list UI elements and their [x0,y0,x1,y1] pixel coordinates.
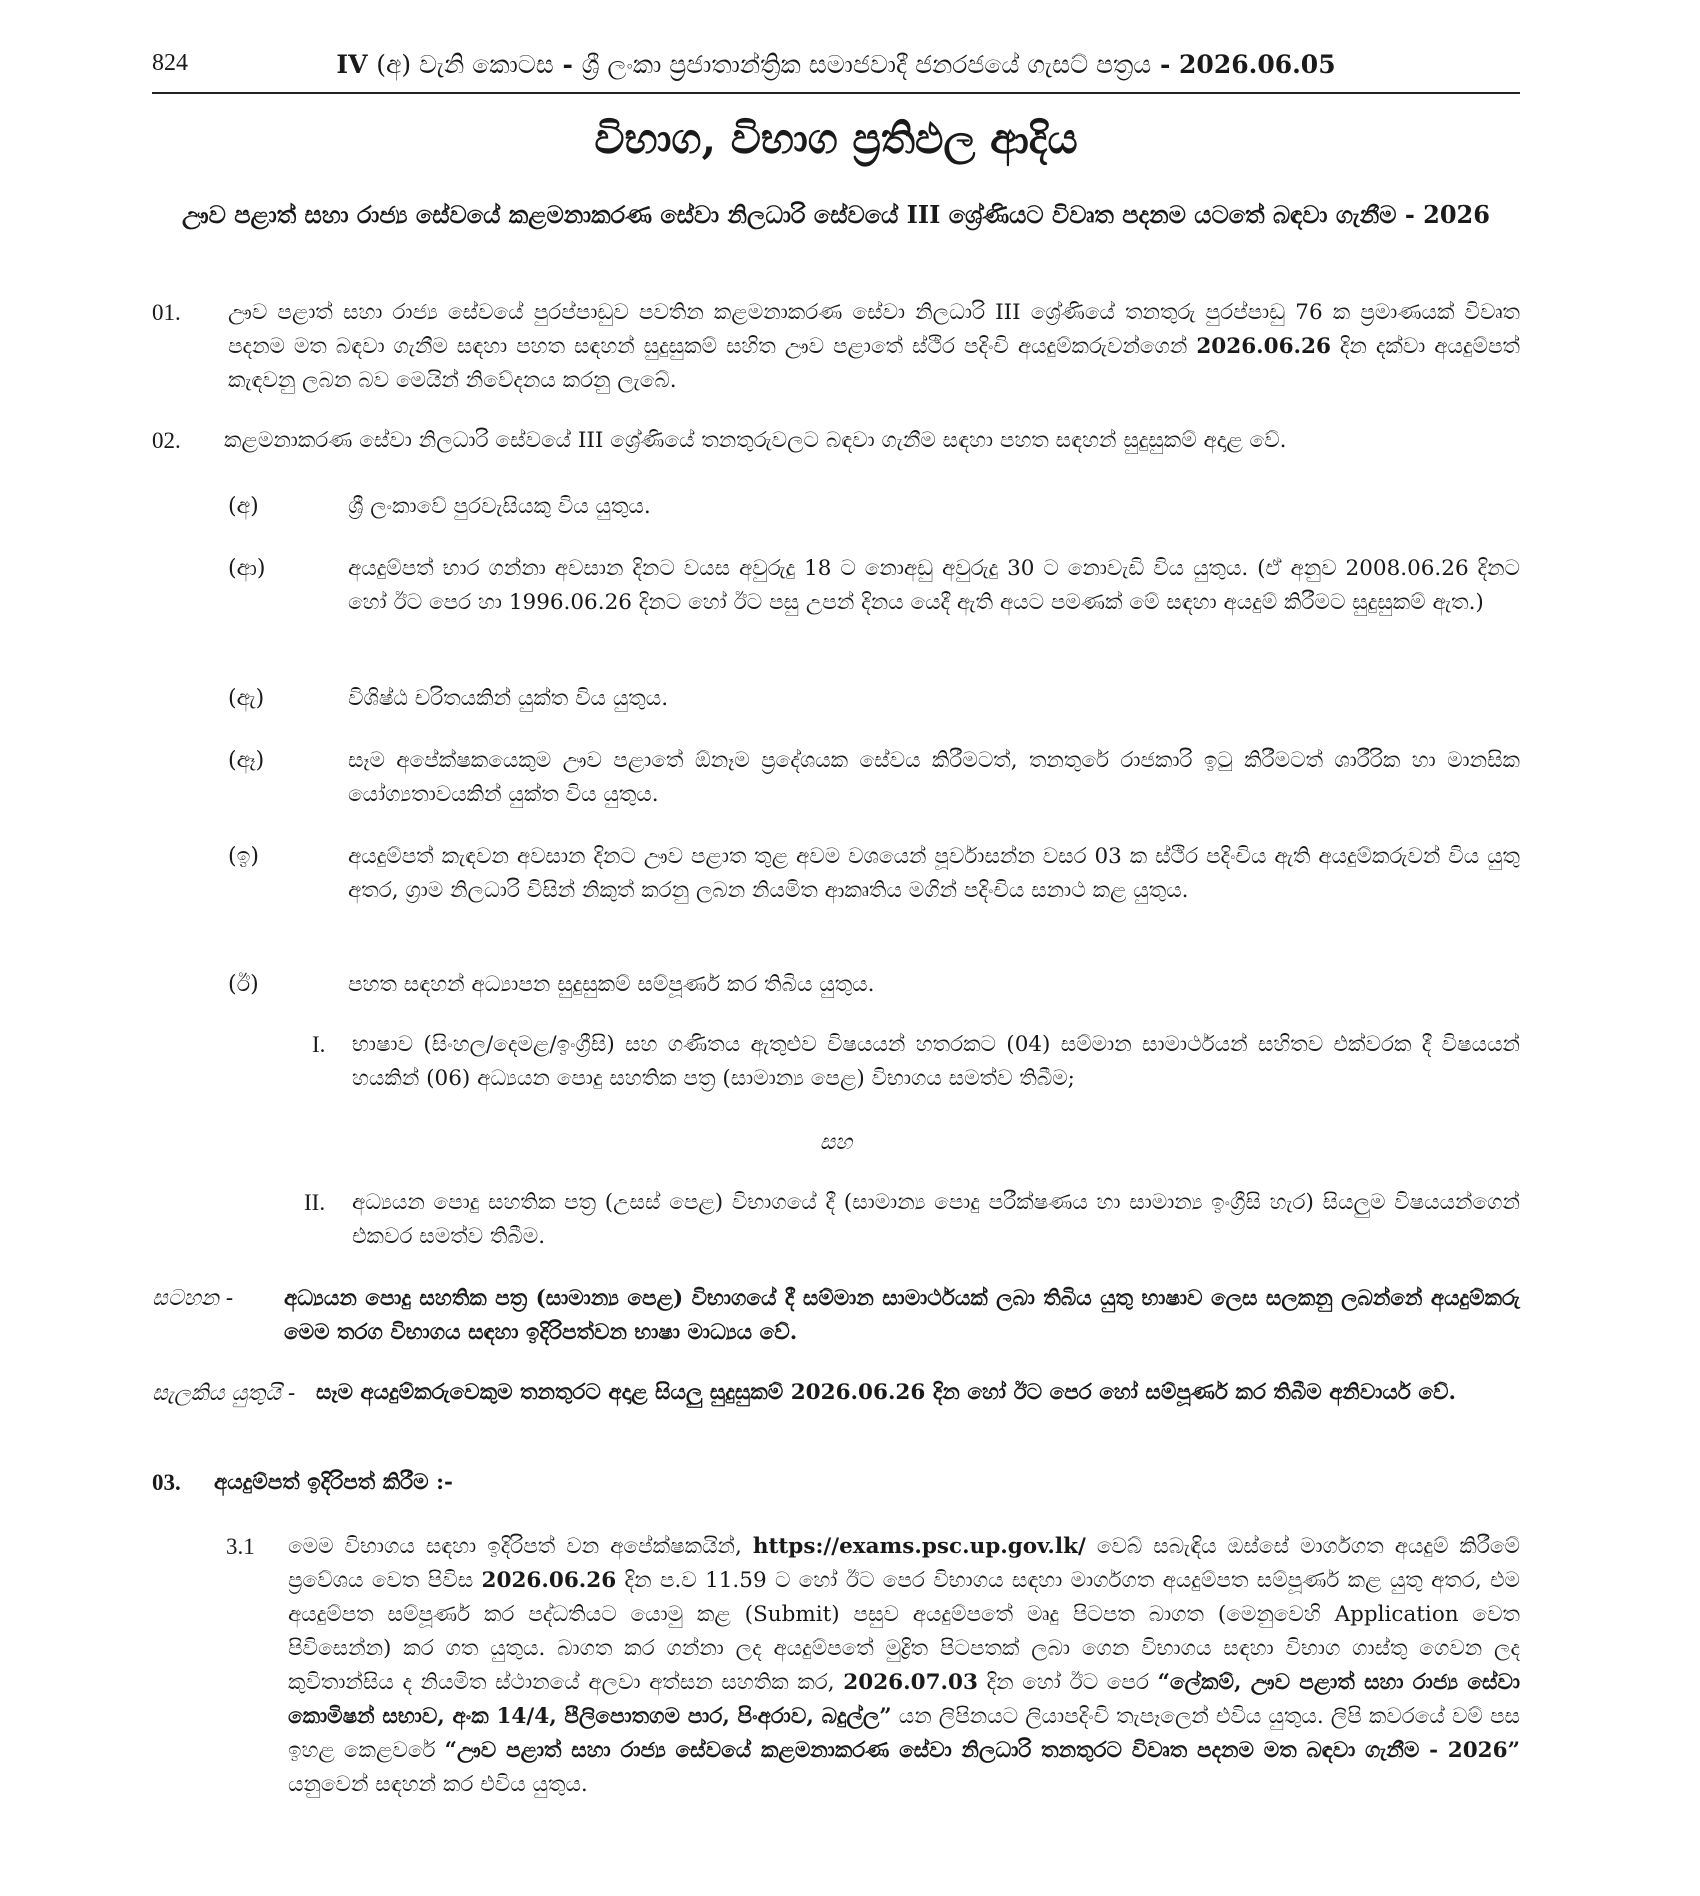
section-02-number: 02. [152,428,181,453]
item-aee-text: සෑම අපේක්ෂකයෙකුම ඌව පළාතේ ඕනෑම ප්‍රදේශයක සේවය කිරීමටත්, තනතුරේ රාජකාරි ඉටු කිරීමටත් ශාරීරික හා මානසික යෝග්‍යතාවයකින් යුක්ත විය යුතුය. [348,748,1520,807]
item-aa-label: (ආ) [228,556,266,581]
and-word: සහ [819,1130,853,1155]
item-i-text: අයදුම්පත් කැඳවන අවසාන දිනට ඌව පළාත තුළ අවම වශයෙන් පූර්වාසන්න වසර 03 ක ස්ථිර පදිංචිය ඇති අයදුම්කරුවන් විය යුතු අතර, ග්‍රාම නිලධාරි විසින් නිකුත් කරනු ලබන නියමිත ආකෘතිය මගින් පදිංචිය සනාථ කළ යුතුය. [348,844,1520,903]
attention-label [152,1380,295,1406]
header-date: 2026.06.05 [1179,50,1336,79]
section-01-text-b: දින දක්වා අයදුම්පත් කැඳවනු ලබන බව මෙයින් නිවේදනය කරනු ලැබේ. [228,334,1520,393]
item-ae-text: විශිෂ්ඨ චරිතයකින් යුක්ත විය යුතුය. [348,686,669,711]
item-ae-label: (ඇ) [228,686,265,711]
s31-date-1: 2026.06.26 [481,1568,617,1593]
header-title: IV (අ) වැනි කොටස - ශ්‍රී ලංකා ප්‍රජාතාන්ත්‍රික සමාජවාදී ජනරජයේ ගැසට් පත්‍රය - 2026.06.05 [336,50,1336,79]
note-text: අධ්‍යයන පොදු සහතික පත්‍ර (සාමාන්‍ය පෙළ) විභාගයේ දී සම්මාන සාමාර්ථයක් ලබා තිබිය යුතු භාෂාව ලෙස සලකනු ලබන්නේ අයදුම්කරු මෙම තරග විභාගය සඳහා ඉදිරිපත්වන භාෂා මාධ්‍යය වේ. [284,1286,1520,1345]
note-label: සටහන - [152,1286,234,1311]
section-01-text-a: ඌව පළාත් සහා රාජ්‍ය සේවයේ පුරප්පාඩුව පවතින කළමනාකරණ සේවා නිලධාරි III ශ්‍රේණියේ තනතුරු පුරප්පාඩු 76 ක ප්‍රමාණයක් විවෘත පදනම මත බඳවා ගැනීම සඳහා පහත සඳහන් සුදුසුකම් සහිත ඌව පළාතේ ස්ථිර පදිංචි අයදුම්කරුවන්ගෙන් [228,300,1520,359]
sub-item-1-label: I. [312,1032,326,1057]
item-aa-text: අයදුම්පත් භාර ගන්නා අවසාන දිනට වයස අවුරුදු 18 ට නොඅඩු අවුරුදු 30 ට නොවැඩි විය යුතුය. (ඒ අනුව 2008.06.26 දිනට හෝ ඊට පෙර හා 1996.06.26 දිනට හෝ ඊට පසු උපන් දිනය යෙදී ඇති අයට පමණක් මේ සඳහා අයදුම් කිරීමට සුදුසුකම් ඇත.) [348,556,1520,615]
attention-text: සෑම අයදුම්කරුවෙකුම තනතුරට අදාළ සියලු සුදුසුකම් 2026.06.26 දින හෝ ඊට පෙර හෝ සම්පූර්ණ කර තිබීම අනිවාර්ය වේ. [316,1380,1456,1405]
item-ii-text: පහත සඳහන් අධ්‍යාපන සුදුසුකම් සම්පූර්ණ කර තිබිය යුතුය. [348,972,875,997]
item-aee-label: (ඈ) [228,748,265,773]
section-01-text [228,296,1520,398]
header-publication: ශ්‍රී ලංකා ප්‍රජාතාන්ත්‍රික සමාජවාදී ජනරජයේ ගැසට් පත්‍රය [581,50,1152,79]
sub-section-3-1-text [288,1530,1520,1802]
item-a-label: (අ) [228,494,259,519]
sub-item-2-text: අධ්‍යයන පොදු සහතික පත්‍ර (උසස් පෙළ) විභාගයේ දී (සාමාන්‍ය පොදු පරීක්ෂණය හා සාමාන්‍ය ඉංග්‍රීසි හැර) සියලුම විෂයයන්ගෙන් එකවර සමත්ව තිබීම. [352,1190,1520,1249]
section-03-heading: අයදුම්පත් ඉදිරිපත් කිරීම :- [214,1470,453,1495]
section-01-number: 01. [152,300,181,325]
s31-t5: යන ලිපිනයට ලියාපදිංචි තැපෑලෙන් එවිය යුතුය. ලිපි කවරයේ වම් පස ඉහළ කෙළවරේ [288,1704,1520,1763]
notice-subtitle: ඌව පළාත් සහා රාජ්‍ය සේවයේ කළමනාකරණ සේවා නිලධාරි සේවයේ III ශ්‍රේණියට විවෘත පදනම යටතේ බඳවා ගැනීම - 2026 [182,200,1490,229]
section-03-number: 03. [152,1470,181,1495]
header-part: IV [336,50,368,79]
s31-date-2: 2026.07.03 [843,1670,978,1695]
s31-t4: දින හෝ ඊට පෙර [986,1670,1149,1695]
s31-address: “ලේකම්, ඌව පළාත් සහා රාජ්‍ය සේවා කොමිෂන් සභාව, අංක 14/4, පීලිපොතගම පාර, පිංඅරාව, බදුල්ල” [288,1670,1521,1729]
s31-t2: වෙබ් සබැඳිය ඔස්සේ මාර්ගගත අයදුම් කිරීමේ ප්‍රවේශය වෙත පිවිස [288,1534,1520,1593]
item-a-text: ශ්‍රී ලංකාවේ පුරවැසියකු විය යුතුය. [348,494,651,519]
item-ii-label: (ඊ) [228,972,259,997]
s31-t3: දින ප.ව 11.59 ට හෝ ඊට පෙර විභාගය සඳහා මාර්ගගත අයදුම්පත සම්පූර්ණ කළ යුතු අතර, එම අයදුම්පත සම්පූර්ණ කර පද්ධතියට යොමු කළ (Submit) පසුව අයදුම්පතේ මෘදු පිටපත බාගත (මෙනුවෙහි Application වෙත පිවිසෙන්න) කර ගත යුතුය. බාගත කර ගන්නා ලද අයදුම්පතේ මුද්‍රිත පිටපතක් ලබා ගෙන විභාගය සඳහා විභාග ගාස්තු ගෙවන ලද කුවිතාන්සිය ද නියමිත ස්ථානයේ අලවා අත්සන සහතික කර, [288,1568,1520,1695]
page-title: විභාග, විභාග ප්‍රතිඵල ආදිය [594,114,1078,163]
sub-item-1-text: භාෂාව (සිංහල/දෙමළ/ඉංග්‍රීසි) සහ ගණිතය ඇතුළුව විෂයයන් හතරකට (04) සම්මාන සාමාර්ථයන් සහිතව එක්වරක දී විෂයයන් හයකින් (06) අධ්‍යයන පොදු සහතික පත්‍ර (සාමාන්‍ය පෙළ) විභාගය සමත්ව තිබීම; [352,1032,1520,1091]
sub-section-3-1-number: 3.1 [226,1534,255,1559]
sub-item-2-label: II. [304,1190,326,1215]
attention-label-text: සැලකිය යුතුයි - [152,1381,296,1406]
application-url-link[interactable]: https://exams.psc.up.gov.lk/ [752,1534,1086,1559]
item-i-label: (ඉ) [228,844,259,869]
section-01-date: 2026.06.26 [1196,334,1331,359]
header-part-sub: (අ) වැනි කොටස [376,50,554,79]
section-02-text: කළමනාකරණ සේවා නිලධාරි සේවයේ III ශ්‍රේණියේ තනතුරුවලට බඳවා ගැනීම සඳහා පහත සඳහන් සුදුසුකම් අදාළ වේ. [224,428,1287,453]
s31-t6: යනුවෙන් සඳහන් කර එවිය යුතුය. [288,1772,588,1797]
page-number: 824 [152,50,188,76]
s31-envelope-label: “ඌව පළාත් සහා රාජ්‍ය සේවයේ කළමනාකරණ සේවා නිලධාරි තනතුරට විවෘත පදනම මත බඳවා ගැනීම - 2026” [444,1738,1520,1763]
s31-t1: මෙම විභාගය සඳහා ඉදිරිපත් වන අපේක්ෂකයින්, [288,1534,742,1559]
page-header [152,40,1520,94]
